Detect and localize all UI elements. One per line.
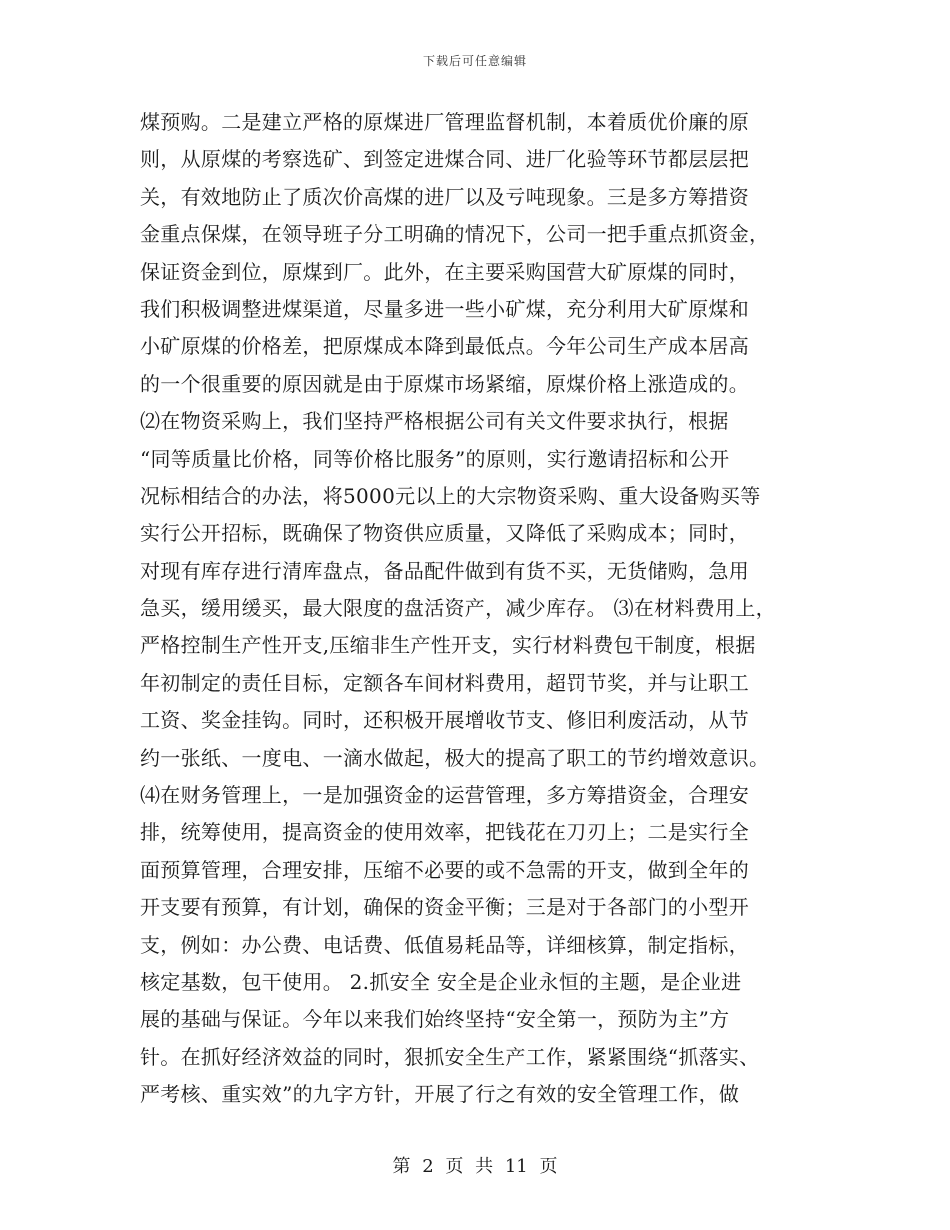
text-line: 的一个很重要的原因就是由于原煤市场紧缩，原煤价格上涨造成的。 — [140, 371, 749, 396]
text-line: ⑵在物资采购上，我们坚持严格根据公司有关文件要求执行，根据 — [140, 409, 729, 434]
text-line: 急买，缓用缓买，最大限度的盘活资产，减少库存。 ⑶在材料费用上， — [140, 596, 776, 621]
text-line: 对现有库存进行清库盘点，备品配件做到有货不买，无货储购，急用 — [140, 558, 749, 583]
text-line: 核定基数，包干使用。 2.抓安全 安全是企业永恒的主题，是企业进 — [140, 969, 742, 994]
text-line: 则，从原煤的考察选矿、到签定进煤合同、进厂化验等环节都层层把 — [140, 147, 749, 172]
text-line: 排，统筹使用，提高资金的使用效率，把钱花在刀刃上；二是实行全 — [140, 820, 749, 845]
text-line: 支，例如：办公费、电话费、低值易耗品等，详细核算，制定指标， — [140, 932, 749, 957]
page-number: 第 2 页 共 11 页 — [392, 1156, 558, 1177]
text-line: 关，有效地防止了质次价高煤的进厂以及亏吨现象。三是多方筹措资 — [140, 184, 749, 209]
text-line: 面预算管理，合理安排，压缩不必要的或不急需的开支，做到全年的 — [140, 857, 749, 882]
text-line: 严格控制生产性开支,压缩非生产性开支，实行材料费包干制度，根据 — [140, 633, 756, 658]
text-line: 保证资金到位，原煤到厂。此外，在主要采购国营大矿原煤的同时， — [140, 259, 749, 284]
text-line: 我们积极调整进煤渠道，尽量多进一些小矿煤，充分利用大矿原煤和 — [140, 296, 749, 321]
text-line: 煤预购。二是建立严格的原煤进厂管理监督机制，本着质优价廉的原 — [140, 110, 749, 134]
text-line: 针。在抓好经济效益的同时，狠抓安全生产工作，紧紧围绕“抓落实、 — [140, 1044, 760, 1069]
text-line: 小矿原煤的价格差，把原煤成本降到最低点。今年公司生产成本居高 — [140, 334, 749, 359]
text-line: ⑷在财务管理上，一是加强资金的运营管理，多方筹措资金，合理安 — [140, 783, 749, 808]
text-line: 实行公开招标，既确保了物资供应质量，又降低了采购成本；同时， — [140, 521, 749, 546]
header-note: 下载后可任意编辑 — [422, 54, 527, 68]
text-line: 约一张纸、一度电、一滴水做起，极大的提高了职工的节约增效意识。 — [140, 745, 770, 770]
text-line: 开支要有预算，有计划，确保的资金平衡；三是对于各部门的小型开 — [140, 895, 749, 920]
text-line: 金重点保煤，在领导班子分工明确的情况下，公司一把手重点抓资金， — [140, 222, 770, 247]
text-line: 年初制定的责任目标，定额各车间材料费用，超罚节奖，并与让职工 — [140, 670, 749, 695]
text-line: 严考核、重实效”的九字方针，开展了行之有效的安全管理工作，做 — [140, 1082, 740, 1107]
body-text — [140, 104, 810, 1114]
text-line: 况标相结合的办法，将5000元以上的大宗物资采购、重大设备购买等 — [140, 483, 761, 508]
text-line: 展的基础与保证。今年以来我们始终坚持“安全第一，预防为主”方 — [140, 1007, 730, 1032]
text-line: “同等质量比价格，同等价格比服务”的原则，实行邀请招标和公开 — [140, 446, 730, 471]
text-line: 工资、奖金挂钩。同时，还积极开展增收节支、修旧利废活动，从节 — [140, 708, 749, 733]
